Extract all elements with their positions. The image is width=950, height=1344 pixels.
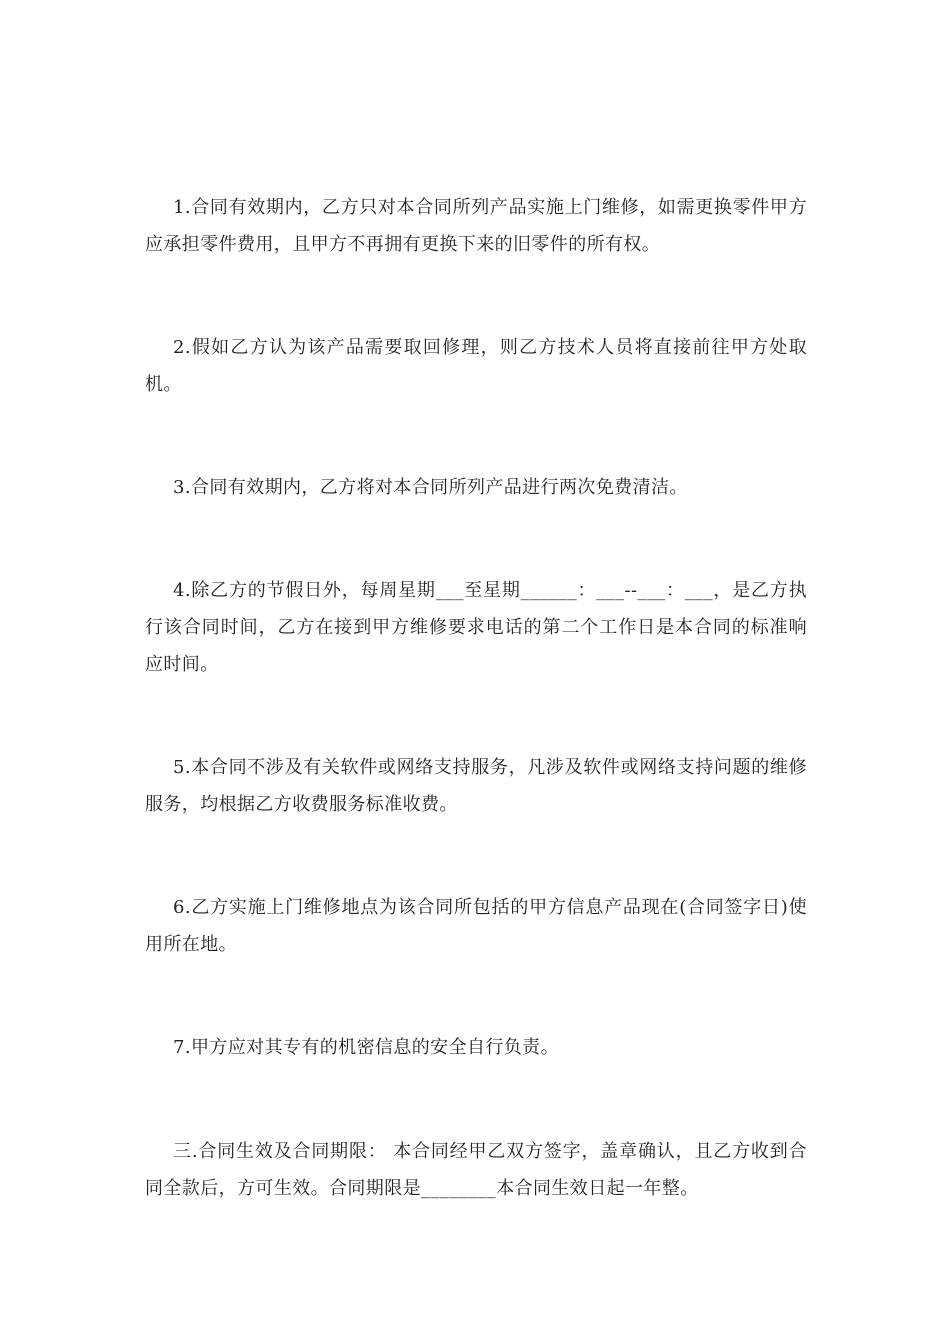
section-3-effectiveness: 三.合同生效及合同期限： 本合同经甲乙双方签字，盖章确认，且乙方收到合同全款后，方可生效。合同期限是________本合同生效日起一年整。 — [145, 1141, 807, 1199]
clause-6: 6.乙方实施上门维修地点为该合同所包括的甲方信息产品现在(合同签字日)使用所在地。 — [145, 897, 807, 955]
clause-2: 2.假如乙方认为该产品需要取回修理，则乙方技术人员将直接前往甲方处取机。 — [145, 337, 807, 395]
clause-7: 7.甲方应对其专有的机密信息的安全自行负责。 — [173, 1037, 559, 1058]
clause-4: 4.除乙方的节假日外，每周星期___至星期______：___--___：___，是乙方执行该合同时间，乙方在接到甲方维修要求电话的第二个工作日是本合同的标准响应时间。 — [145, 580, 807, 675]
clause-3: 3.合同有效期内，乙方将对本合同所列产品进行两次免费清洁。 — [173, 477, 688, 498]
clause-5: 5.本合同不涉及有关软件或网络支持服务，凡涉及软件或网络支持问题的维修服务，均根据乙方收费服务标准收费。 — [145, 757, 807, 815]
clause-1: 1.合同有效期内，乙方只对本合同所列产品实施上门维修，如需更换零件甲方应承担零件费用，且甲方不再拥有更换下来的旧零件的所有权。 — [145, 197, 807, 255]
